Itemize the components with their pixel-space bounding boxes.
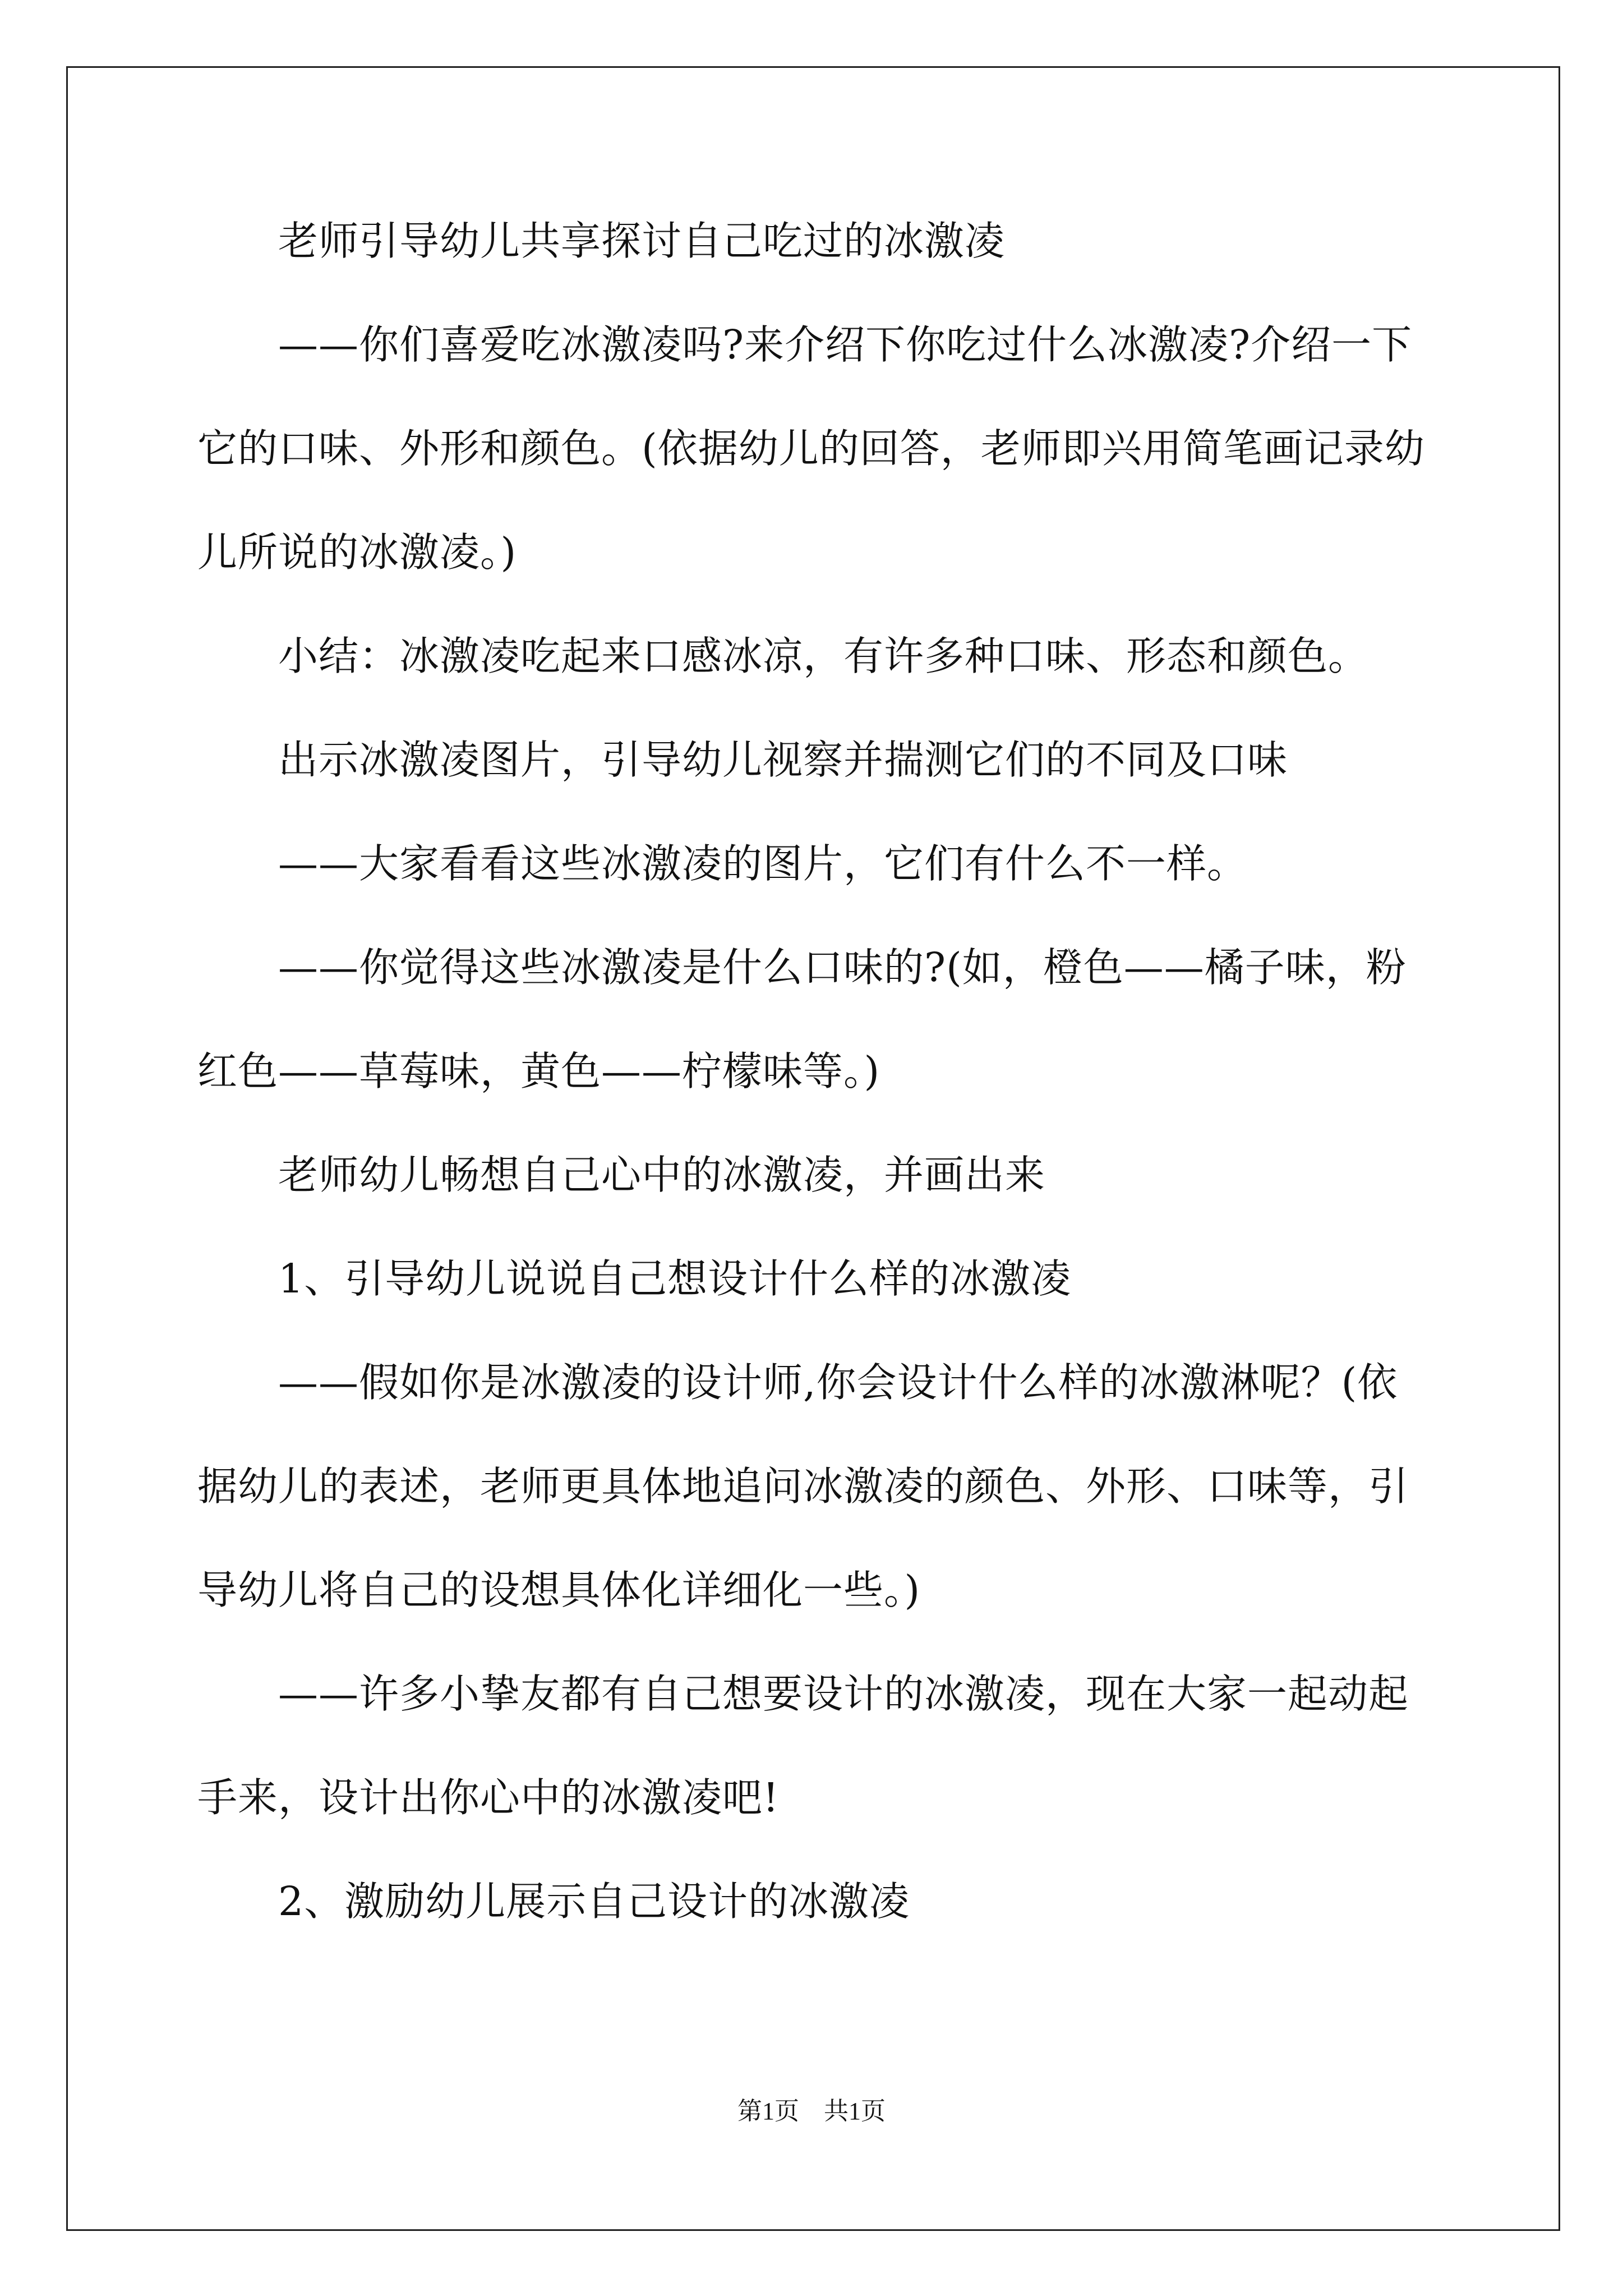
paragraph-line: ——你觉得这些冰激凌是什么口味的?(如，橙色——橘子味，粉	[278, 944, 1407, 991]
paragraph-line: 儿所说的冰激凌。)	[197, 529, 517, 576]
paragraph-line: 导幼儿将自己的设想具体化详细化一些。)	[197, 1567, 921, 1613]
page-footer: 第1页 共1页	[737, 2097, 886, 2125]
paragraph-line: ——假如你是冰激凌的设计师,你会设计什么样的冰激淋呢？(依	[278, 1359, 1398, 1406]
paragraph-line: 1、引导幼儿说说自己想设计什么样的冰激凌	[278, 1255, 1072, 1302]
paragraph-line: 小结：冰激凌吃起来口感冰凉，有许多种口味、形态和颜色。	[278, 633, 1369, 679]
paragraph-line: 据幼儿的表述，老师更具体地追问冰激凌的颜色、外形、口味等，引	[197, 1463, 1409, 1510]
paragraph-line: 手来，设计出你心中的冰激凌吧!	[197, 1774, 780, 1821]
paragraph-line: ——你们喜爱吃冰激凌吗?来介绍下你吃过什么冰激凌?介绍一下	[278, 321, 1413, 368]
paragraph-line: 红色——草莓味，黄色——柠檬味等。)	[197, 1048, 880, 1094]
paragraph-line: 老师幼儿畅想自己心中的冰激凌，并画出来	[278, 1152, 1046, 1198]
paragraph-line: 2、激励幼儿展示自己设计的冰激凌	[278, 1878, 910, 1925]
paragraph-line: 老师引导幼儿共享探讨自己吃过的冰激凌	[278, 218, 1006, 264]
paragraph-line: ——许多小挚友都有自己想要设计的冰激凌，现在大家一起动起	[278, 1671, 1409, 1717]
paragraph-line: ——大家看看这些冰激凌的图片，它们有什么不一样。	[278, 840, 1248, 887]
paragraph-line: 它的口味、外形和颜色。(依据幼儿的回答，老师即兴用简笔画记录幼	[197, 425, 1425, 472]
paragraph-line: 出示冰激凌图片，引导幼儿视察并揣测它们的不同及口味	[278, 737, 1288, 783]
